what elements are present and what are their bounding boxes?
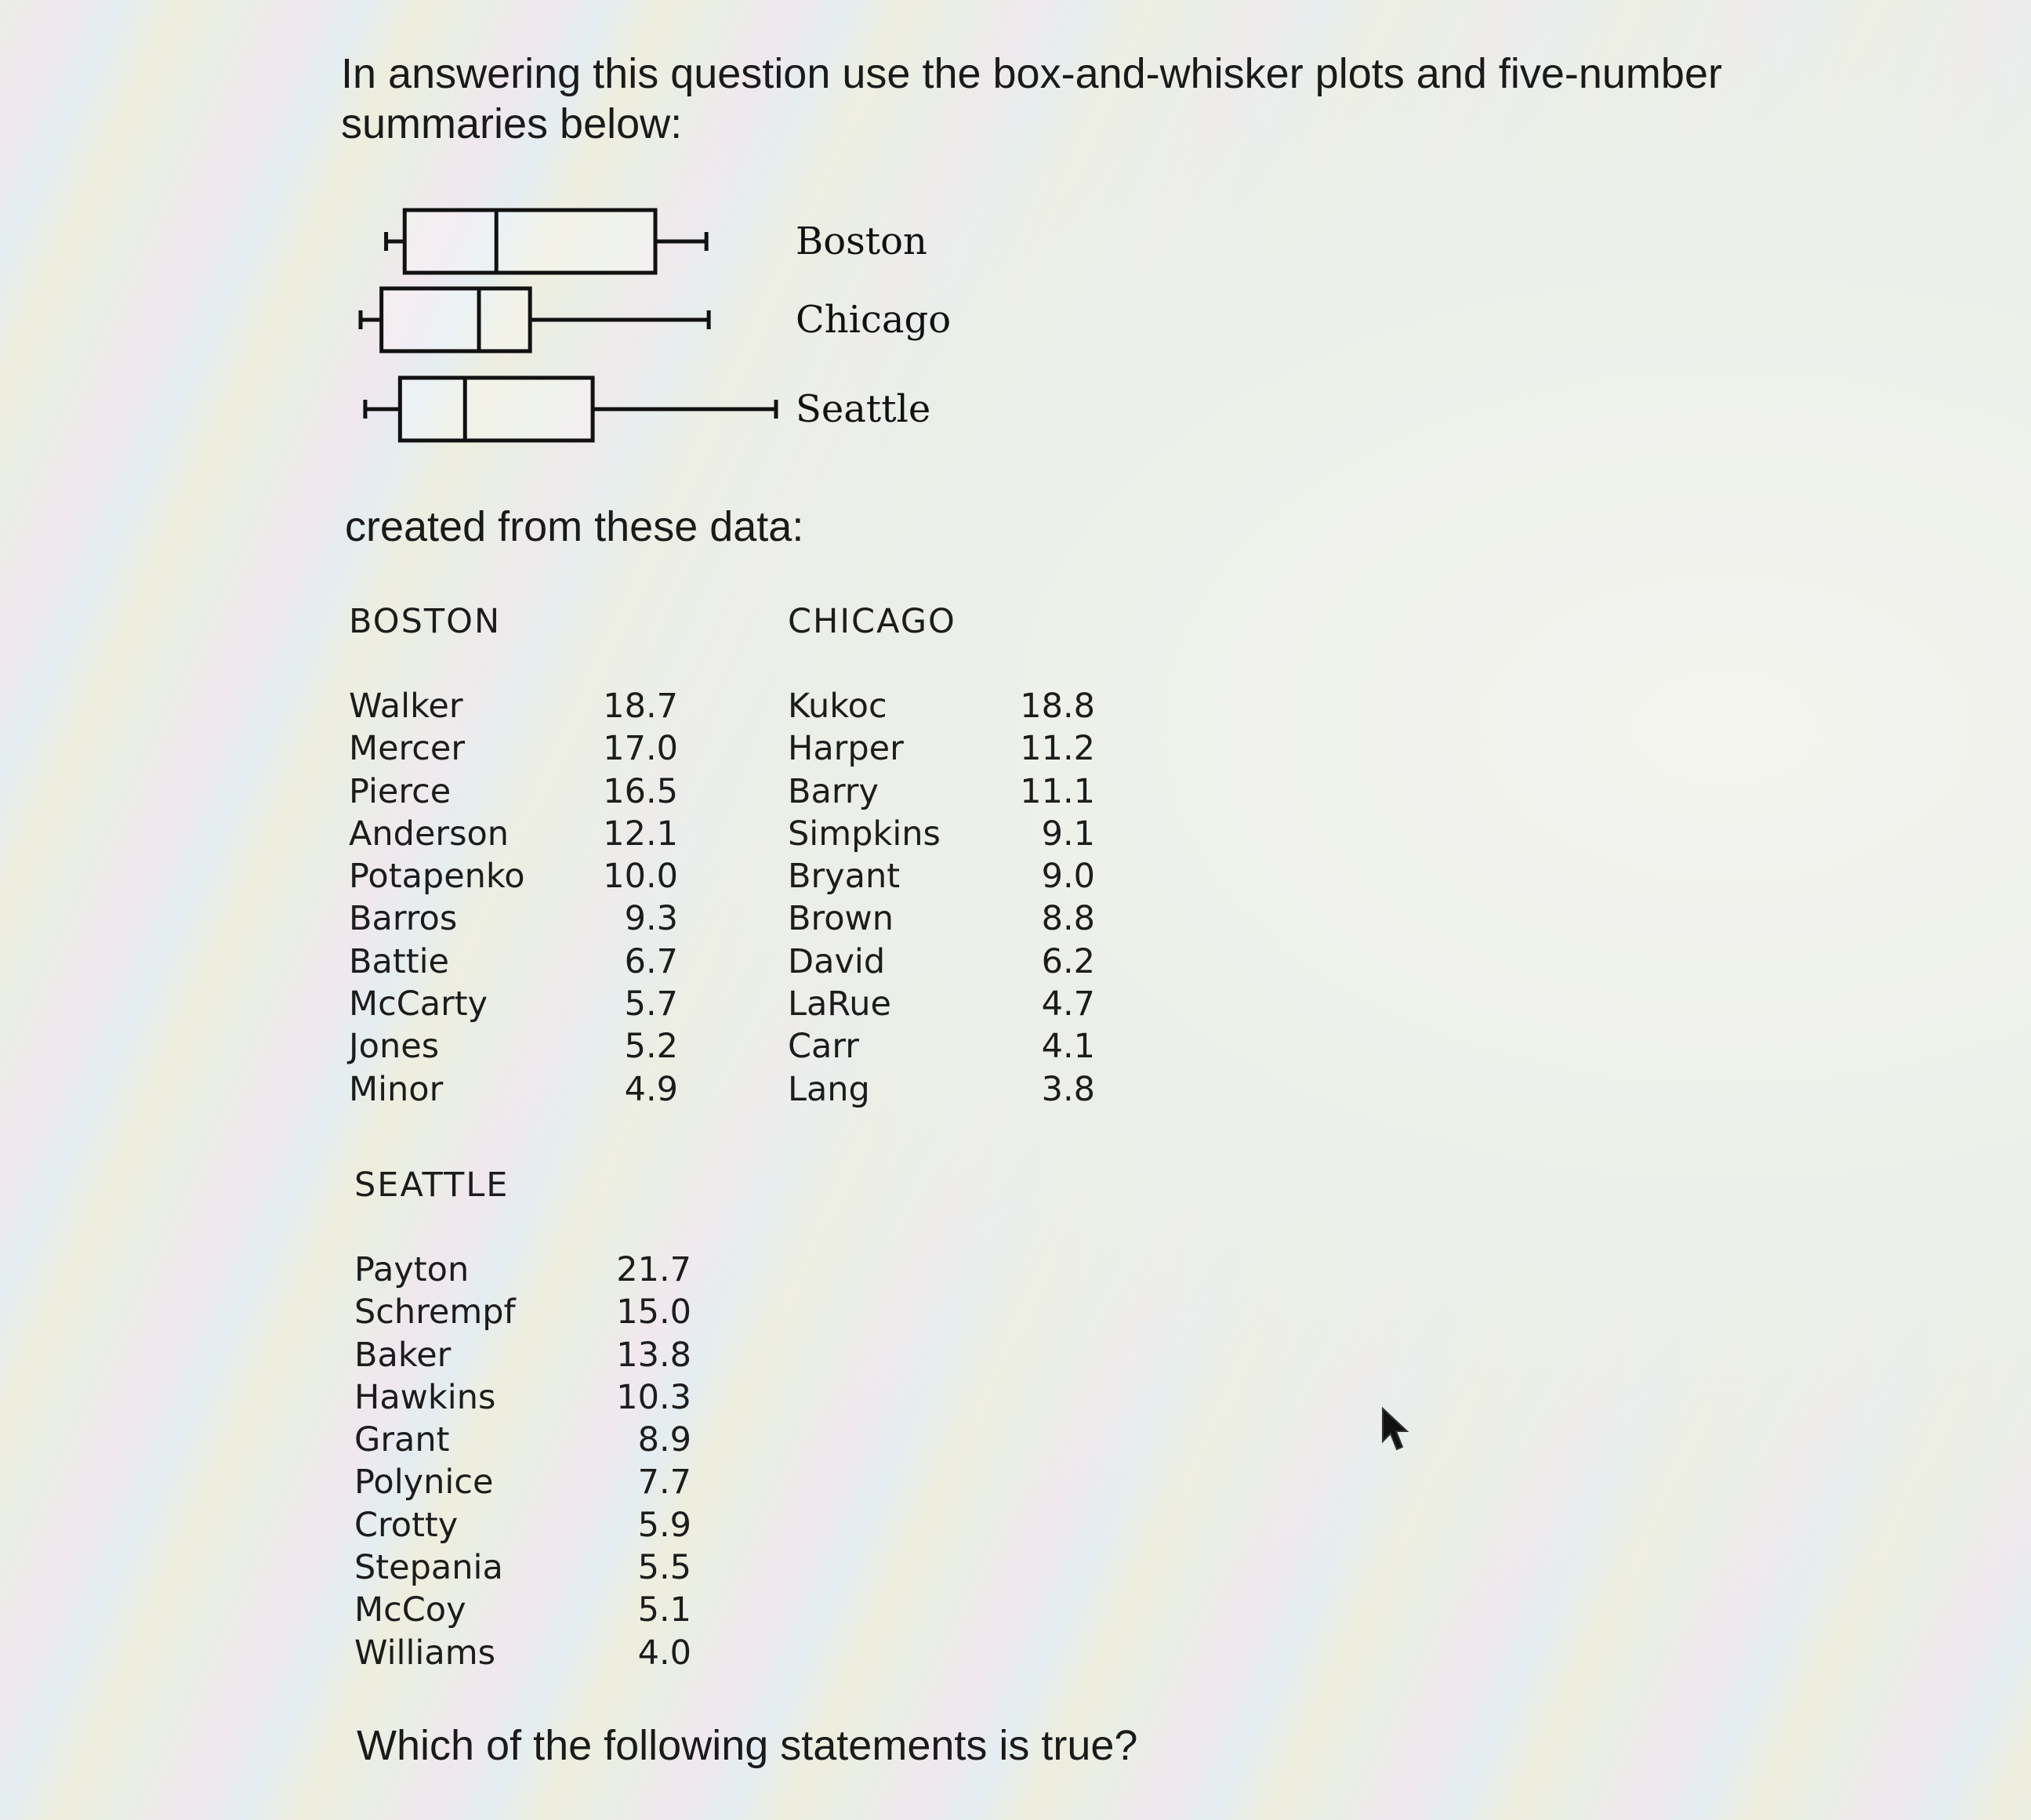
boston-player-value: 10.0 — [603, 857, 678, 897]
seattle-player-name: Williams — [354, 1633, 495, 1673]
question-text: Which of the following statements is true? — [357, 1722, 1138, 1769]
seattle-player-value: 8.9 — [637, 1420, 691, 1460]
boston-player-name: Pierce — [349, 771, 452, 811]
chicago-player-value: 11.2 — [1020, 729, 1095, 769]
seattle-player-name: Schrempf — [354, 1292, 516, 1332]
chicago-player-name: Bryant — [788, 857, 901, 897]
chicago-table — [788, 602, 1117, 1135]
chicago-player-value: 18.8 — [1020, 687, 1095, 726]
seattle-player-name: Payton — [354, 1250, 470, 1289]
seattle-player-value: 5.5 — [637, 1548, 691, 1588]
seattle-player-name: Stepania — [354, 1548, 503, 1588]
chicago-player-name: David — [788, 941, 886, 981]
seattle-player-name: Crotty — [354, 1505, 459, 1545]
boston-player-value: 5.7 — [624, 984, 678, 1024]
seattle-player-name: Polynice — [354, 1463, 494, 1503]
boston-player-name: Minor — [349, 1069, 444, 1109]
chicago-player-name: Simpkins — [788, 814, 941, 854]
seattle-table — [354, 1166, 715, 1714]
seattle-player-value: 15.0 — [616, 1292, 691, 1332]
chicago-player-value: 6.2 — [1041, 941, 1095, 981]
chicago-player-value: 3.8 — [1041, 1069, 1095, 1109]
boston-player-value: 18.7 — [603, 687, 678, 726]
boston-player-value: 12.1 — [603, 814, 678, 854]
chicago-label: Chicago — [796, 298, 952, 342]
boston-player-name: Anderson — [349, 814, 510, 854]
chicago-player-value: 9.0 — [1041, 857, 1095, 897]
seattle-player-name: McCoy — [354, 1590, 466, 1630]
chicago-player-value: 11.1 — [1020, 771, 1095, 811]
boston-player-value: 16.5 — [603, 771, 678, 811]
boston-label: Boston — [796, 219, 927, 263]
seattle-label: Seattle — [796, 387, 931, 431]
seattle-player-value: 10.3 — [616, 1377, 691, 1417]
seattle-title: SEATTLE — [354, 1166, 510, 1205]
chicago-player-name: Carr — [788, 1027, 859, 1067]
chicago-player-name: Kukoc — [788, 687, 887, 726]
chicago-player-name: Barry — [788, 771, 879, 811]
arrow-cursor-icon — [1380, 1407, 1411, 1454]
seattle-player-name: Grant — [354, 1420, 450, 1460]
seattle-box — [400, 378, 593, 440]
seattle-player-value: 5.9 — [637, 1505, 691, 1545]
boston-player-value: 5.2 — [624, 1027, 678, 1067]
seattle-player-value: 5.1 — [637, 1590, 691, 1630]
box-whisker-chart — [329, 188, 1035, 470]
boston-player-name: Barros — [349, 899, 458, 939]
chicago-player-value: 4.7 — [1041, 984, 1095, 1024]
boston-table — [349, 602, 709, 1135]
chicago-player-value: 4.1 — [1041, 1027, 1095, 1067]
seattle-player-name: Hawkins — [354, 1377, 496, 1417]
created-text: created from these data: — [345, 503, 804, 550]
seattle-player-name: Baker — [354, 1335, 452, 1375]
intro-text: In answering this question use the box-and-whisker plots and five-number summaries below: — [341, 50, 1722, 147]
boston-player-value: 9.3 — [624, 899, 678, 939]
boston-player-value: 6.7 — [624, 941, 678, 981]
chicago-player-name: LaRue — [788, 984, 891, 1024]
boston-player-name: Potapenko — [349, 857, 525, 897]
chicago-player-name: Lang — [788, 1069, 870, 1109]
boston-player-name: McCarty — [349, 984, 488, 1024]
chicago-player-name: Brown — [788, 899, 894, 939]
boston-player-name: Walker — [349, 687, 463, 726]
boston-box — [404, 210, 655, 273]
boston-player-value: 17.0 — [603, 729, 678, 769]
seattle-player-value: 13.8 — [616, 1335, 691, 1375]
chicago-player-name: Harper — [788, 729, 904, 769]
boston-title: BOSTON — [349, 602, 502, 641]
boston-player-name: Battie — [349, 941, 449, 981]
seattle-player-value: 4.0 — [637, 1633, 691, 1673]
chicago-box — [382, 288, 530, 351]
chicago-player-value: 8.8 — [1041, 899, 1095, 939]
boston-player-name: Jones — [349, 1027, 440, 1067]
seattle-player-value: 7.7 — [637, 1463, 691, 1503]
chicago-player-value: 9.1 — [1041, 814, 1095, 854]
seattle-player-value: 21.7 — [616, 1250, 691, 1289]
boston-player-value: 4.9 — [624, 1069, 678, 1109]
boston-player-name: Mercer — [349, 729, 466, 769]
chicago-title: CHICAGO — [788, 602, 956, 641]
